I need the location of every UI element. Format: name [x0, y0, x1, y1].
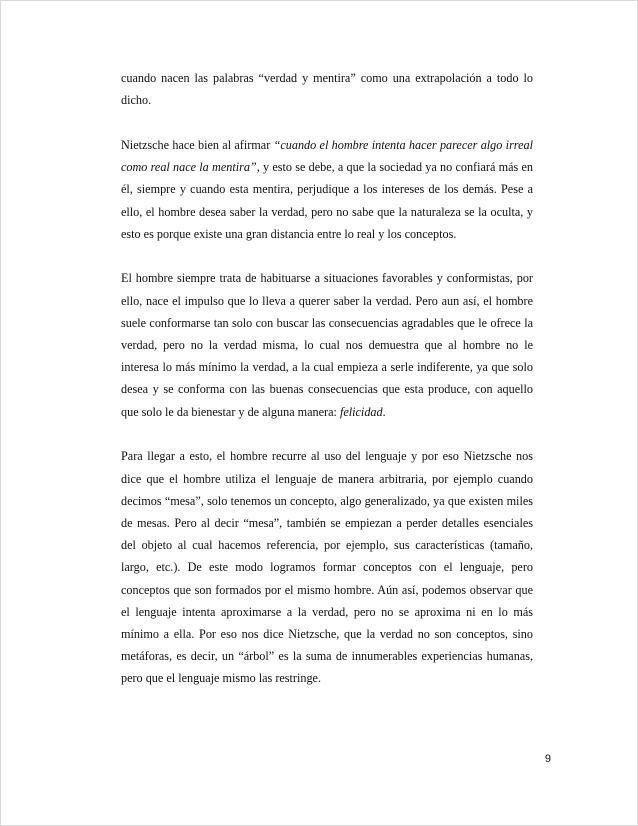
- paragraph-1-text: cuando nacen las palabras “verdad y mentira” como una extrapolación a todo lo dicho.: [121, 71, 533, 108]
- paragraph-4: [121, 445, 533, 689]
- page-number: 9: [544, 753, 551, 765]
- paragraph-2-rest: , y esto se debe, a que la sociedad ya no confiará más en él, siempre y cuando esta mentira, perjudique a los intereses de los demás. Pese a ello, el hombre desea saber la verdad, pero no sabe que la naturaleza se la oculta, y esto es porque existe una gran distancia entre lo real y los conceptos.: [121, 160, 533, 241]
- paragraph-3-lead: El hombre siempre trata de habituarse a situaciones favorables y conformistas, por ello, nace el impulso que lo lleva a querer saber la verdad. Pero aun así, el hombre suele conformarse tan solo con buscar las consecuencias agradables que le ofrece la verdad, pero no la verdad misma, lo cual nos demuestra que al hombre no le interesa lo más mínimo la verdad, a la cual empieza a serle indiferente, ya que solo desea y se conforma con las buenas consecuencias que esta produce, con aquello que solo le da bienestar y de alguna manera:: [121, 271, 533, 419]
- body-text: [121, 67, 533, 712]
- paragraph-3: [121, 267, 533, 422]
- paragraph-3-rest: .: [382, 404, 386, 419]
- paragraph-4-text: Para llegar a esto, el hombre recurre al uso del lenguaje y por eso Nietzsche nos dice que el hombre utiliza el lenguaje de manera arbitraria, por ejemplo cuando decimos “mesa”, solo tenemos un concepto, algo generalizado, ya que existen miles de mesas. Pero al decir “mesa”, también se empiezan a perder detalles esenciales del objeto al cual hacemos referencia, por ejemplo, sus características (tamaño, largo, etc.). De este modo logramos formar conceptos con el lenguaje, pero conceptos que son formados por el mismo hombre. Aún así, podemos observar que el lenguaje intenta aproximarse a la verdad, pero no se aproxima ni en lo más mínimo a ella. Por eso nos dice Nietzsche, que la verdad no son conceptos, sino metáforas, es decir, un “árbol” es la suma de innumerables experiencias humanas, pero que el lenguaje mismo las restringe.: [121, 449, 533, 686]
- paragraph-2-quote: “cuando el hombre intenta hacer parecer algo irreal como real nace la mentira”: [121, 137, 533, 175]
- paragraph-3-emphasis: felicidad: [339, 404, 383, 419]
- paragraph-1: [121, 67, 533, 111]
- paragraph-2: [121, 134, 533, 245]
- paragraph-2-lead: Nietzsche hace bien al afirmar: [121, 137, 274, 152]
